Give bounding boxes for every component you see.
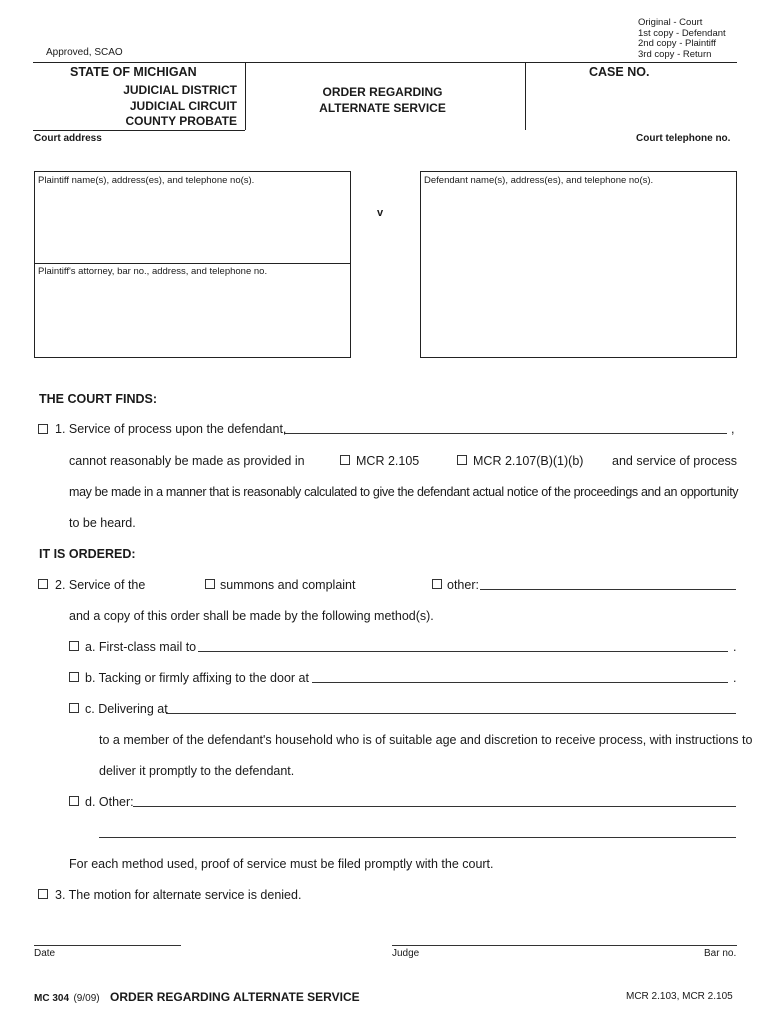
method-d-field[interactable] (133, 806, 736, 807)
form-title-line-1: ORDER REGARDING (322, 85, 443, 99)
item1-checkbox[interactable] (38, 424, 48, 434)
approved-label: Approved, SCAO (46, 47, 123, 58)
method-a-field[interactable] (198, 651, 728, 652)
item2-checkbox[interactable] (38, 579, 48, 589)
summons-checkbox[interactable] (205, 579, 215, 589)
versus-label: v (377, 207, 384, 219)
method-c-field[interactable] (166, 713, 736, 714)
summons-label: summons and complaint (220, 578, 356, 592)
court-judicial-district: JUDICIAL DISTRICT (123, 83, 237, 97)
distribution-copy-1: 1st copy - Defendant (638, 27, 726, 39)
it-is-ordered-heading: IT IS ORDERED: (39, 547, 136, 561)
date-field[interactable] (34, 945, 181, 946)
form-revision: (9/09) (73, 993, 100, 1004)
method-c-line2: to a member of the defendant's household who is of suitable age and discretion to receive process, with instructions to (99, 733, 753, 747)
case-no-label: CASE NO. (589, 65, 650, 79)
form-number: MC 304 (34, 993, 70, 1004)
item1-line2: cannot reasonably be made as provided in (69, 454, 305, 468)
date-label: Date (34, 948, 56, 959)
distribution-copy-3: 3rd copy - Return (638, 48, 712, 60)
form-footer (34, 988, 360, 1006)
method-intro: and a copy of this order shall be made by the following method(s). (69, 609, 434, 623)
court-type-list (80, 83, 237, 130)
plaintiff-label: Plaintiff name(s), address(es), and telephone no(s). (38, 175, 255, 186)
header-top-rule (33, 62, 737, 63)
attorney-label: Plaintiff's attorney, bar no., address, and telephone no. (38, 266, 268, 277)
other-document-field[interactable] (480, 589, 736, 590)
footer-rules: MCR 2.103, MCR 2.105 (626, 991, 733, 1002)
mcr-2105-checkbox[interactable] (340, 455, 350, 465)
item1-comma: , (731, 422, 735, 436)
court-judicial-circuit: JUDICIAL CIRCUIT (129, 98, 237, 113)
judge-label: Judge (392, 948, 420, 959)
item1-text: 1. Service of process upon the defendant, (55, 422, 287, 436)
item3-text: 3. The motion for alternate service is denied. (55, 888, 302, 902)
state-label: STATE OF MICHIGAN (70, 65, 197, 79)
method-b-checkbox[interactable] (69, 672, 79, 682)
method-d-field-line-2[interactable] (99, 837, 736, 838)
method-b-period: . (733, 671, 737, 685)
other-document-label: other: (447, 578, 479, 592)
mcr-2107-label: MCR 2.107(B)(1)(b) (473, 454, 584, 468)
item1-tail: and service of process (612, 454, 738, 468)
court-address-label: Court address (34, 133, 102, 144)
method-a-label: a. First-class mail to (85, 640, 197, 654)
method-b-field[interactable] (312, 682, 728, 683)
header-divider-2 (525, 62, 526, 130)
defendant-label: Defendant name(s), address(es), and telephone no(s). (424, 175, 654, 186)
item1-line3: may be made in a manner that is reasonably calculated to give the defendant actual notice of the proceedings and an opportunity (69, 485, 739, 499)
plaintiff-attorney-divider (34, 263, 351, 264)
method-c-label: c. Delivering at (85, 702, 168, 716)
mcr-2105-label: MCR 2.105 (356, 454, 420, 468)
distribution-list (638, 18, 726, 60)
method-b-label: b. Tacking or firmly affixing to the door at (85, 671, 309, 685)
judge-signature-field[interactable] (392, 945, 737, 946)
bar-no-label: Bar no. (704, 948, 737, 959)
court-finds-heading: THE COURT FINDS: (39, 392, 158, 406)
plaintiff-box[interactable] (34, 171, 351, 358)
distribution-copy-2: 2nd copy - Plaintiff (638, 38, 716, 49)
footer-title: ORDER REGARDING ALTERNATE SERVICE (110, 990, 360, 1004)
method-a-checkbox[interactable] (69, 641, 79, 651)
court-county-probate: COUNTY PROBATE (125, 114, 237, 128)
method-c-line3: deliver it promptly to the defendant. (99, 764, 295, 778)
other-document-checkbox[interactable] (432, 579, 442, 589)
form-title-line-2: ALTERNATE SERVICE (319, 100, 446, 115)
item2-text: 2. Service of the (55, 578, 146, 592)
defendant-name-field[interactable] (284, 433, 727, 434)
header-bottom-rule-left (33, 130, 245, 131)
item3-checkbox[interactable] (38, 889, 48, 899)
mcr-2107-checkbox[interactable] (457, 455, 467, 465)
method-d-checkbox[interactable] (69, 796, 79, 806)
form-title (245, 85, 520, 116)
method-a-period: . (733, 640, 737, 654)
method-d-label: d. Other: (85, 795, 134, 809)
proof-of-service-note: For each method used, proof of service must be filed promptly with the court. (69, 857, 494, 871)
court-telephone-label: Court telephone no. (636, 133, 731, 144)
method-c-checkbox[interactable] (69, 703, 79, 713)
item1-line4: to be heard. (69, 516, 136, 530)
distribution-original: Original - Court (638, 17, 703, 28)
defendant-box[interactable] (420, 171, 737, 358)
